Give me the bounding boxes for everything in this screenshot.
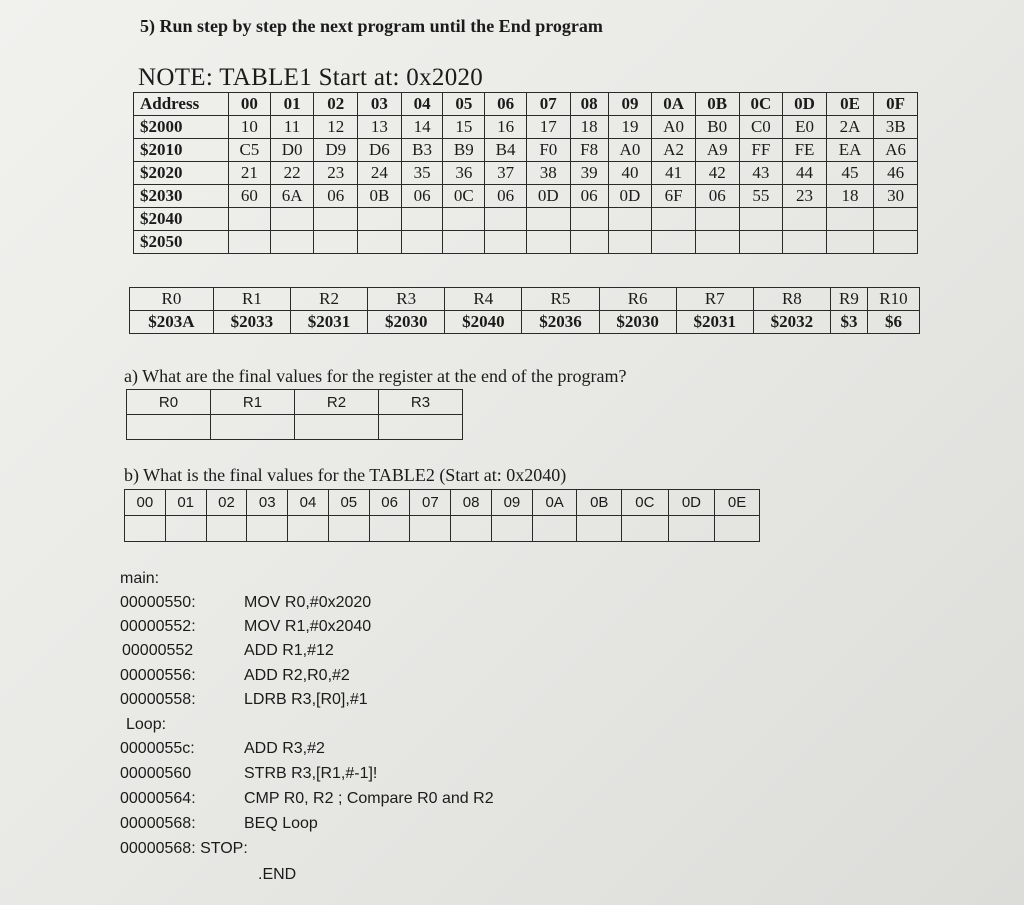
memory-address-cell: $2050 [134,231,229,254]
memory-value-cell [485,231,527,254]
memory-address-cell: $2020 [134,162,229,185]
memory-value-cell: D6 [358,139,402,162]
memory-header-cell: 0D [783,93,827,116]
answer-header-cell: R0 [127,390,211,415]
answer-blank-row [127,415,463,440]
memory-value-cell: C0 [739,116,783,139]
register-name-cell: R10 [867,288,919,311]
memory-header-cell: 00 [229,93,271,116]
code-address: 00000552: [120,618,196,635]
memory-value-cell: 24 [358,162,402,185]
memory-value-cell: A9 [695,139,739,162]
memory-value-cell: 21 [229,162,271,185]
memory-value-cell: 13 [358,116,402,139]
memory-value-cell: 23 [783,185,827,208]
memory-value-cell: FF [739,139,783,162]
memory-value-cell [652,231,696,254]
memory-value-cell [526,208,570,231]
register-value-cell: $6 [867,311,919,334]
memory-value-cell: 60 [229,185,271,208]
memory-value-cell [739,231,783,254]
question-b-text: b) What is the final values for the TABLE2 (Start at: 0x2040) [124,465,567,485]
code-address: 00000560 [120,765,192,782]
table2-header-cell: 0D [668,490,715,516]
memory-header-row [134,93,918,116]
memory-value-cell: 6F [652,185,696,208]
memory-value-cell [652,208,696,231]
memory-value-cell: F8 [570,139,608,162]
table2-header-cell: 08 [451,490,492,516]
memory-value-cell: 06 [485,185,527,208]
memory-value-cell [443,208,485,231]
memory-value-cell: A0 [608,139,652,162]
memory-value-cell [874,208,918,231]
answer-header-cell: R3 [379,390,463,415]
memory-value-cell [314,208,358,231]
table2-blank-cell [410,516,451,542]
table2-blank-cell [206,516,247,542]
memory-value-cell [401,208,443,231]
memory-row [134,162,918,185]
table2-header-cell: 04 [288,490,329,516]
memory-value-cell [443,231,485,254]
memory-header-cell: 0A [652,93,696,116]
table2-header-cell: 0A [532,490,577,516]
answer-registers-table [126,389,463,440]
memory-header-cell: 0E [826,93,873,116]
memory-value-cell: 15 [443,116,485,139]
memory-value-cell: A0 [652,116,696,139]
code-instruction: STRB R3,[R1,#-1]! [244,765,378,782]
answer-blank-cell [211,415,295,440]
register-value-cell: $2032 [753,311,830,334]
code-instruction: .END [258,866,297,883]
memory-value-cell: A2 [652,139,696,162]
question-a-text: a) What are the final values for the register at the end of the program? [124,366,627,386]
memory-value-cell: B3 [401,139,443,162]
memory-header-cell: 07 [526,93,570,116]
register-value-cell: $3 [830,311,867,334]
memory-value-cell: 06 [695,185,739,208]
register-name-cell: R7 [676,288,753,311]
memory-header-cell: 0F [874,93,918,116]
memory-value-cell: 43 [739,162,783,185]
memory-address-cell: $2000 [134,116,229,139]
memory-value-cell [826,208,873,231]
memory-value-cell: 41 [652,162,696,185]
memory-value-cell: 0D [608,185,652,208]
memory-value-cell [608,208,652,231]
memory-header-cell: 08 [570,93,608,116]
answer-table2 [124,489,760,542]
answer-header-cell: R2 [295,390,379,415]
memory-value-cell [570,231,608,254]
memory-value-cell: 18 [826,185,873,208]
code-instruction: ADD R3,#2 [244,740,325,757]
memory-value-cell: 40 [608,162,652,185]
memory-value-cell: EA [826,139,873,162]
memory-value-cell: FE [783,139,827,162]
memory-header-cell: 06 [485,93,527,116]
memory-value-cell [695,231,739,254]
memory-value-cell: 35 [401,162,443,185]
memory-value-cell: C5 [229,139,271,162]
memory-row [134,231,918,254]
table2-blank-row [125,516,760,542]
memory-value-cell [826,231,873,254]
code-address: 00000550: [120,594,196,611]
memory-value-cell: 36 [443,162,485,185]
memory-value-cell: 12 [314,116,358,139]
table2-blank-cell [369,516,410,542]
register-value-row [130,311,920,334]
table2-blank-cell [247,516,288,542]
register-value-cell: $2040 [445,311,522,334]
code-instruction: LDRB R3,[R0],#1 [244,691,368,708]
memory-value-cell: 06 [401,185,443,208]
code-address: 0000055c: [120,740,195,757]
table2-blank-cell [288,516,329,542]
memory-address-cell: $2010 [134,139,229,162]
table2-header-cell: 03 [247,490,288,516]
memory-value-cell [485,208,527,231]
memory-value-cell: 06 [570,185,608,208]
table2-header-cell: 0B [577,490,622,516]
register-value-cell: $2036 [522,311,599,334]
memory-value-cell: D0 [270,139,314,162]
memory-value-cell: 14 [401,116,443,139]
register-value-cell: $2031 [290,311,367,334]
register-name-cell: R6 [599,288,676,311]
register-table [129,287,920,334]
register-name-cell: R1 [213,288,290,311]
register-value-cell: $203A [130,311,214,334]
memory-value-cell [874,231,918,254]
register-value-cell: $2030 [599,311,676,334]
code-instruction: BEQ Loop [244,815,318,832]
memory-row [134,185,918,208]
code-address: 00000564: [120,790,196,807]
code-address: 00000552 [122,642,194,659]
code-address: main: [120,570,160,587]
memory-header-cell: 03 [358,93,402,116]
answer-blank-cell [295,415,379,440]
register-name-cell: R4 [445,288,522,311]
memory-value-cell [526,231,570,254]
memory-value-cell [314,231,358,254]
register-name-cell: R0 [130,288,214,311]
code-instruction: MOV R0,#0x2020 [244,594,372,611]
memory-value-cell [229,231,271,254]
table2-blank-cell [532,516,577,542]
memory-value-cell: 42 [695,162,739,185]
memory-value-cell: D9 [314,139,358,162]
table2-header-cell: 00 [125,490,166,516]
register-name-cell: R9 [830,288,867,311]
memory-value-cell: B0 [695,116,739,139]
table2-header-cell: 0C [622,490,669,516]
code-address: 00000568: [120,815,196,832]
register-value-cell: $2031 [676,311,753,334]
register-name-row [130,288,920,311]
memory-value-cell [270,208,314,231]
table1-note: NOTE: TABLE1 Start at: 0x2020 [138,64,484,91]
memory-value-cell [783,231,827,254]
memory-row [134,208,918,231]
memory-value-cell: 16 [485,116,527,139]
code-instruction: ADD R1,#12 [244,642,334,659]
memory-value-cell: 0D [526,185,570,208]
memory-value-cell: 23 [314,162,358,185]
memory-table [133,92,918,254]
memory-value-cell: 11 [270,116,314,139]
code-address: 00000558: [120,691,196,708]
memory-value-cell [270,231,314,254]
memory-header-cell: 09 [608,93,652,116]
memory-value-cell [570,208,608,231]
memory-value-cell [608,231,652,254]
memory-value-cell [783,208,827,231]
memory-header-cell: 04 [401,93,443,116]
memory-value-cell: 55 [739,185,783,208]
table2-blank-cell [492,516,533,542]
register-name-cell: R8 [753,288,830,311]
table2-blank-cell [668,516,715,542]
table2-header-cell: 05 [328,490,369,516]
table2-blank-cell [451,516,492,542]
table2-header-cell: 07 [410,490,451,516]
memory-address-cell: $2040 [134,208,229,231]
memory-address-cell: $2030 [134,185,229,208]
memory-value-cell: 0C [443,185,485,208]
memory-header-cell: Address [134,93,229,116]
table2-blank-cell [577,516,622,542]
memory-value-cell: E0 [783,116,827,139]
memory-value-cell: 19 [608,116,652,139]
memory-header-cell: 0B [695,93,739,116]
answer-header-row [127,390,463,415]
memory-value-cell: 37 [485,162,527,185]
register-value-cell: $2030 [368,311,445,334]
table2-blank-cell [622,516,669,542]
answer-header-cell: R1 [211,390,295,415]
memory-value-cell: 30 [874,185,918,208]
memory-value-cell [695,208,739,231]
table2-header-cell: 06 [369,490,410,516]
memory-value-cell [358,208,402,231]
memory-value-cell [229,208,271,231]
memory-row [134,139,918,162]
table2-header-row [125,490,760,516]
memory-value-cell: 38 [526,162,570,185]
memory-header-cell: 05 [443,93,485,116]
code-instruction: CMP R0, R2 ; Compare R0 and R2 [244,790,494,807]
memory-value-cell: A6 [874,139,918,162]
code-instruction: MOV R1,#0x2040 [244,618,372,635]
memory-value-cell: 44 [783,162,827,185]
register-value-cell: $2033 [213,311,290,334]
answer-blank-cell [379,415,463,440]
memory-value-cell: 06 [314,185,358,208]
question-title: 5) Run step by step the next program until the End program [140,16,603,36]
memory-value-cell: B9 [443,139,485,162]
table2-blank-cell [715,516,760,542]
memory-value-cell: F0 [526,139,570,162]
memory-value-cell: 6A [270,185,314,208]
register-name-cell: R2 [290,288,367,311]
table2-header-cell: 02 [206,490,247,516]
memory-value-cell [358,231,402,254]
code-instruction: ADD R2,R0,#2 [244,667,350,684]
memory-value-cell [739,208,783,231]
memory-row [134,116,918,139]
memory-value-cell: 18 [570,116,608,139]
table2-blank-cell [125,516,166,542]
memory-value-cell: 2A [826,116,873,139]
memory-value-cell: 45 [826,162,873,185]
register-name-cell: R5 [522,288,599,311]
table2-header-cell: 0E [715,490,760,516]
memory-header-cell: 01 [270,93,314,116]
code-address: 00000556: [120,667,196,684]
memory-value-cell: 39 [570,162,608,185]
memory-value-cell: 22 [270,162,314,185]
memory-header-cell: 0C [739,93,783,116]
register-name-cell: R3 [368,288,445,311]
table2-blank-cell [165,516,206,542]
memory-value-cell: 3B [874,116,918,139]
code-address: Loop: [126,716,167,733]
memory-value-cell: B4 [485,139,527,162]
memory-header-cell: 02 [314,93,358,116]
table2-header-cell: 01 [165,490,206,516]
table2-blank-cell [328,516,369,542]
answer-blank-cell [127,415,211,440]
memory-value-cell [401,231,443,254]
memory-value-cell: 0B [358,185,402,208]
code-address: 00000568: STOP: [120,840,248,857]
memory-value-cell: 17 [526,116,570,139]
memory-value-cell: 10 [229,116,271,139]
memory-value-cell: 46 [874,162,918,185]
table2-header-cell: 09 [492,490,533,516]
